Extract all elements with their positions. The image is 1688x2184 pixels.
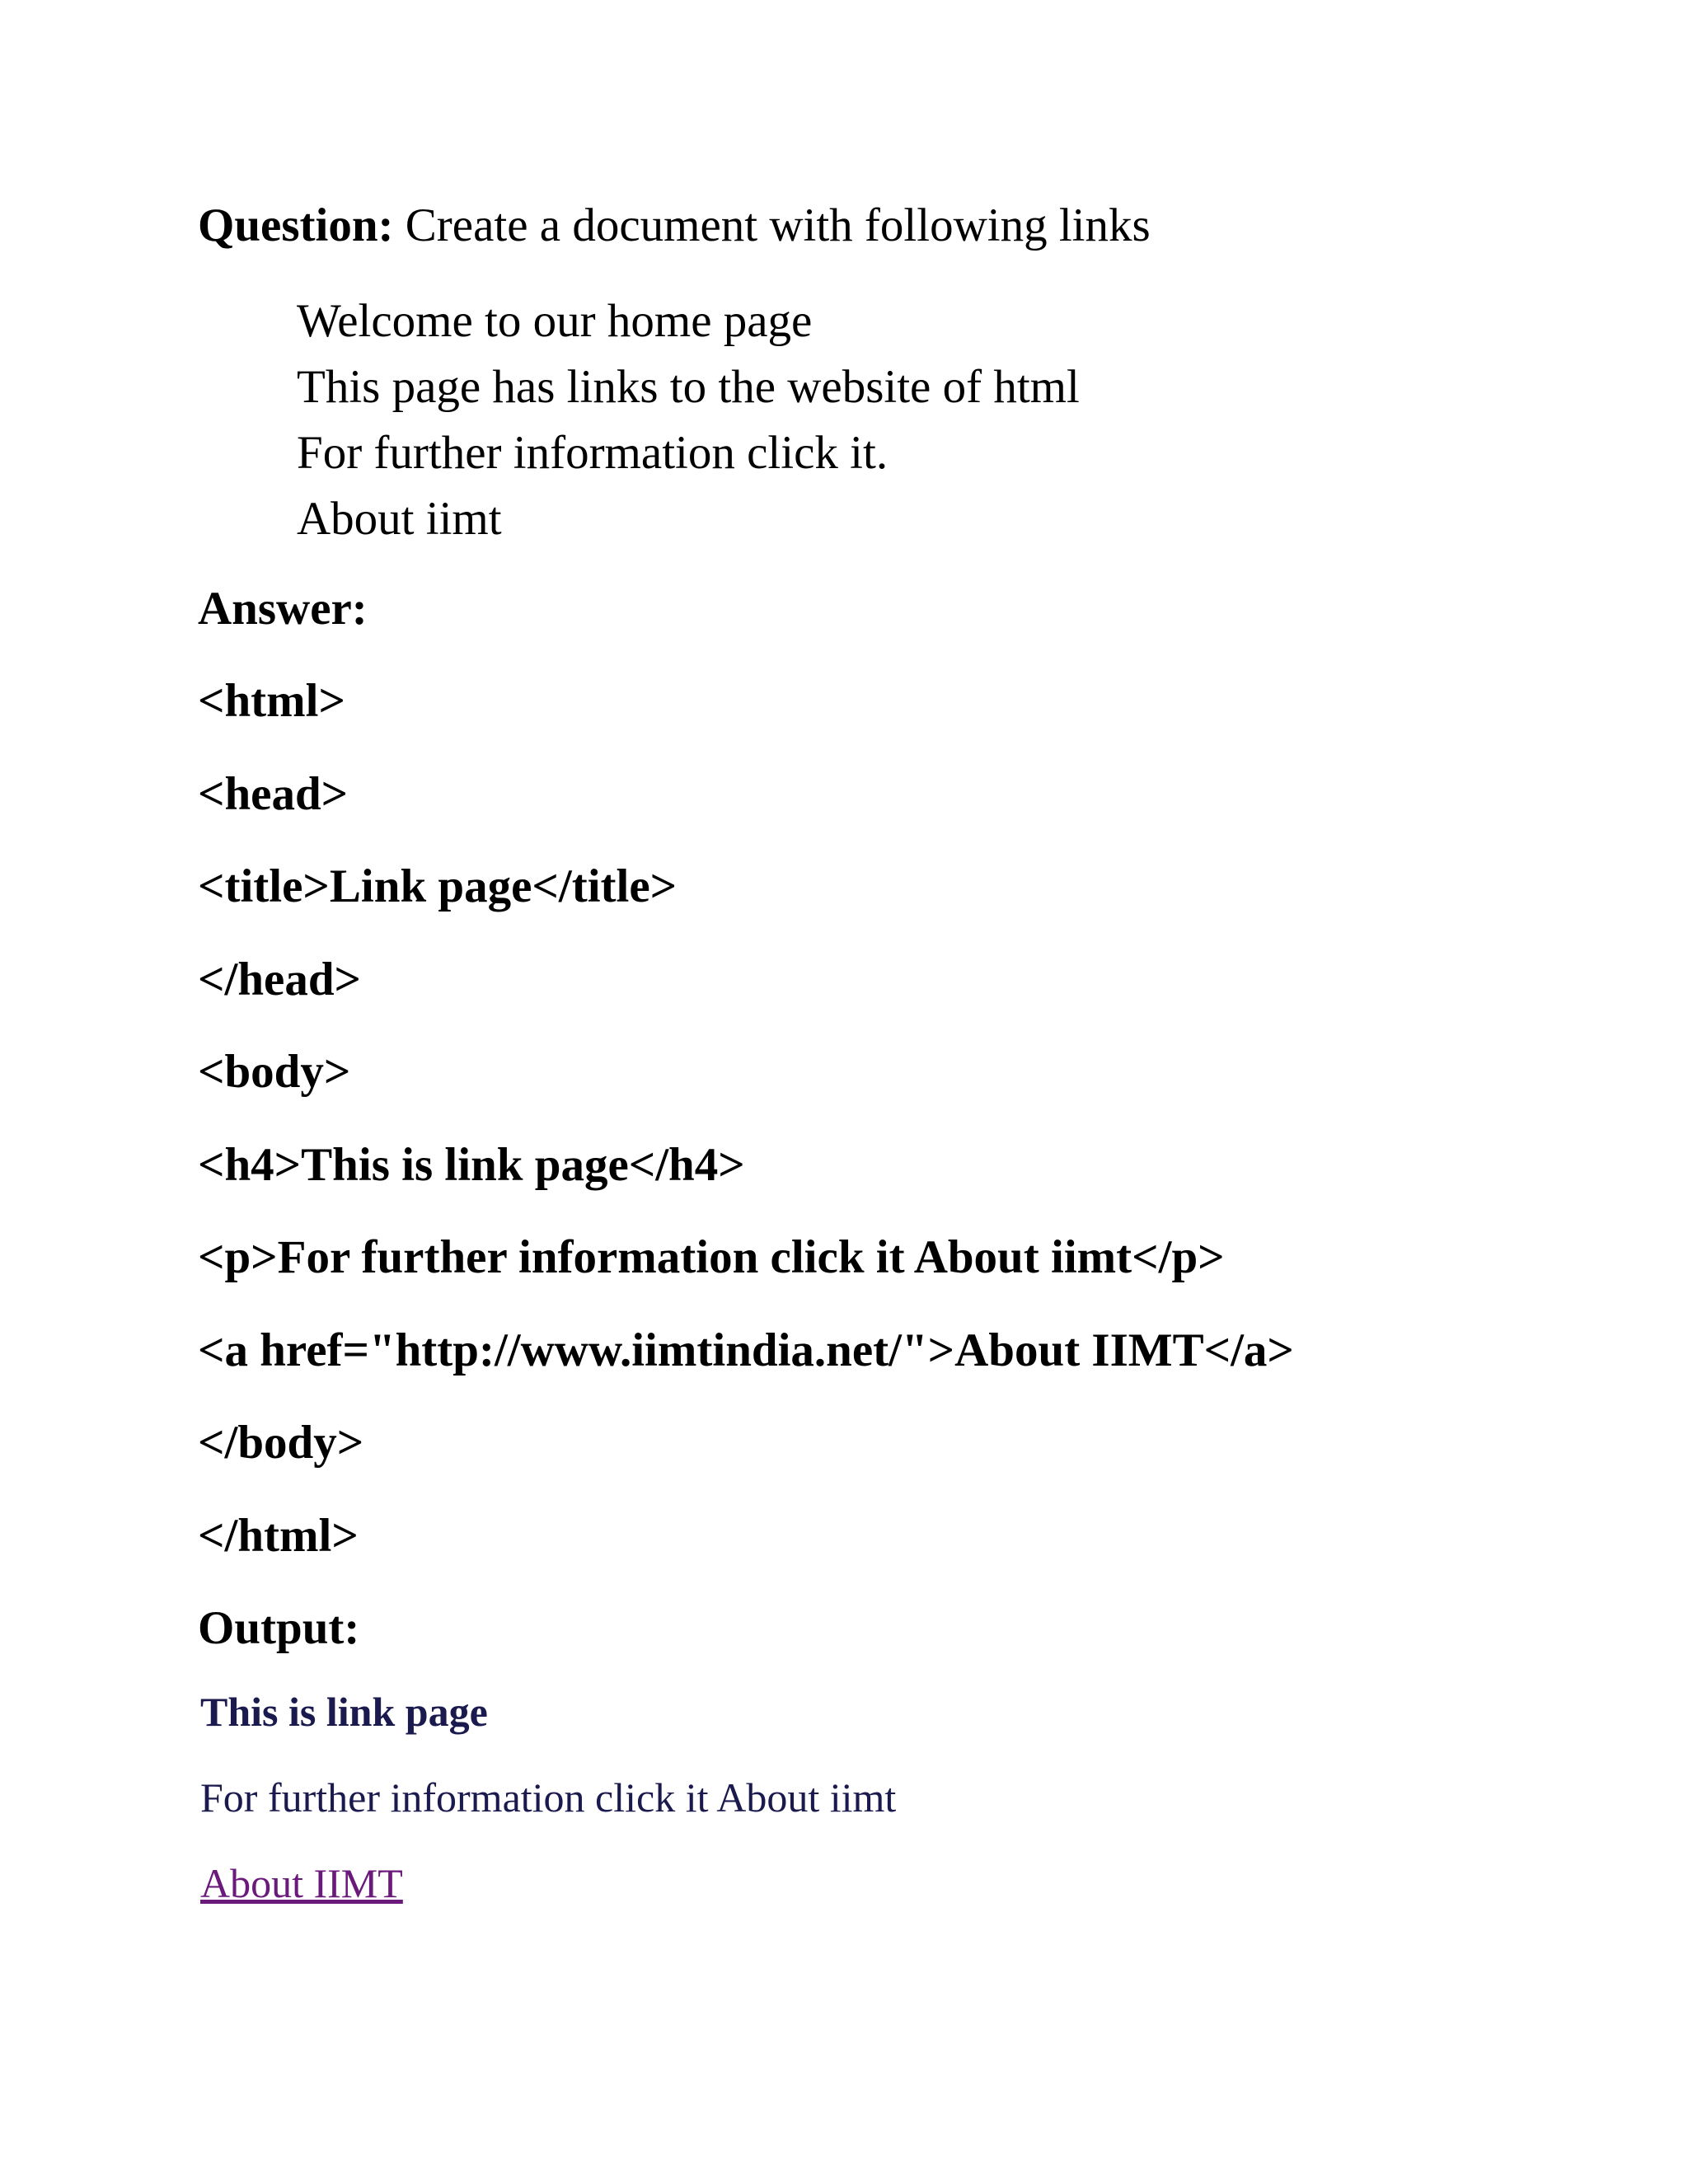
output-paragraph: For further information click it About iimt <box>200 1774 897 1821</box>
code-line: </html> <box>198 1509 359 1562</box>
code-line: <p>For further information click it About iimt</p> <box>198 1231 1225 1283</box>
code-block <box>198 672 1294 1599</box>
links-list-item: About iimt <box>297 493 502 545</box>
code-line: </head> <box>198 953 361 1005</box>
question <box>198 196 1151 255</box>
code-line: <h4>This is link page</h4> <box>198 1138 745 1191</box>
code-line: </body> <box>198 1417 364 1469</box>
links-list-item: Welcome to our home page <box>297 295 813 347</box>
code-line: <html> <box>198 675 345 727</box>
answer-label: Answer: <box>198 583 368 635</box>
code-line: <body> <box>198 1046 351 1098</box>
code-line: <a href="http://www.iimtindia.net/">About IIMT</a> <box>198 1324 1294 1376</box>
question-text: Create a document with following links <box>393 199 1151 251</box>
output-preview <box>200 1685 896 1910</box>
question-label: Question: <box>198 199 394 251</box>
code-line: <title>Link page</title> <box>198 860 678 912</box>
output-heading: This is link page <box>200 1689 488 1735</box>
code-line: <head> <box>198 767 349 820</box>
output-label: Output: <box>198 1602 360 1654</box>
links-list-item: For further information click it. <box>297 427 889 479</box>
output-link-about-iimt[interactable]: About IIMT <box>200 1860 403 1906</box>
links-list-item: This page has links to the website of html <box>297 361 1080 413</box>
links-list <box>297 288 1080 552</box>
